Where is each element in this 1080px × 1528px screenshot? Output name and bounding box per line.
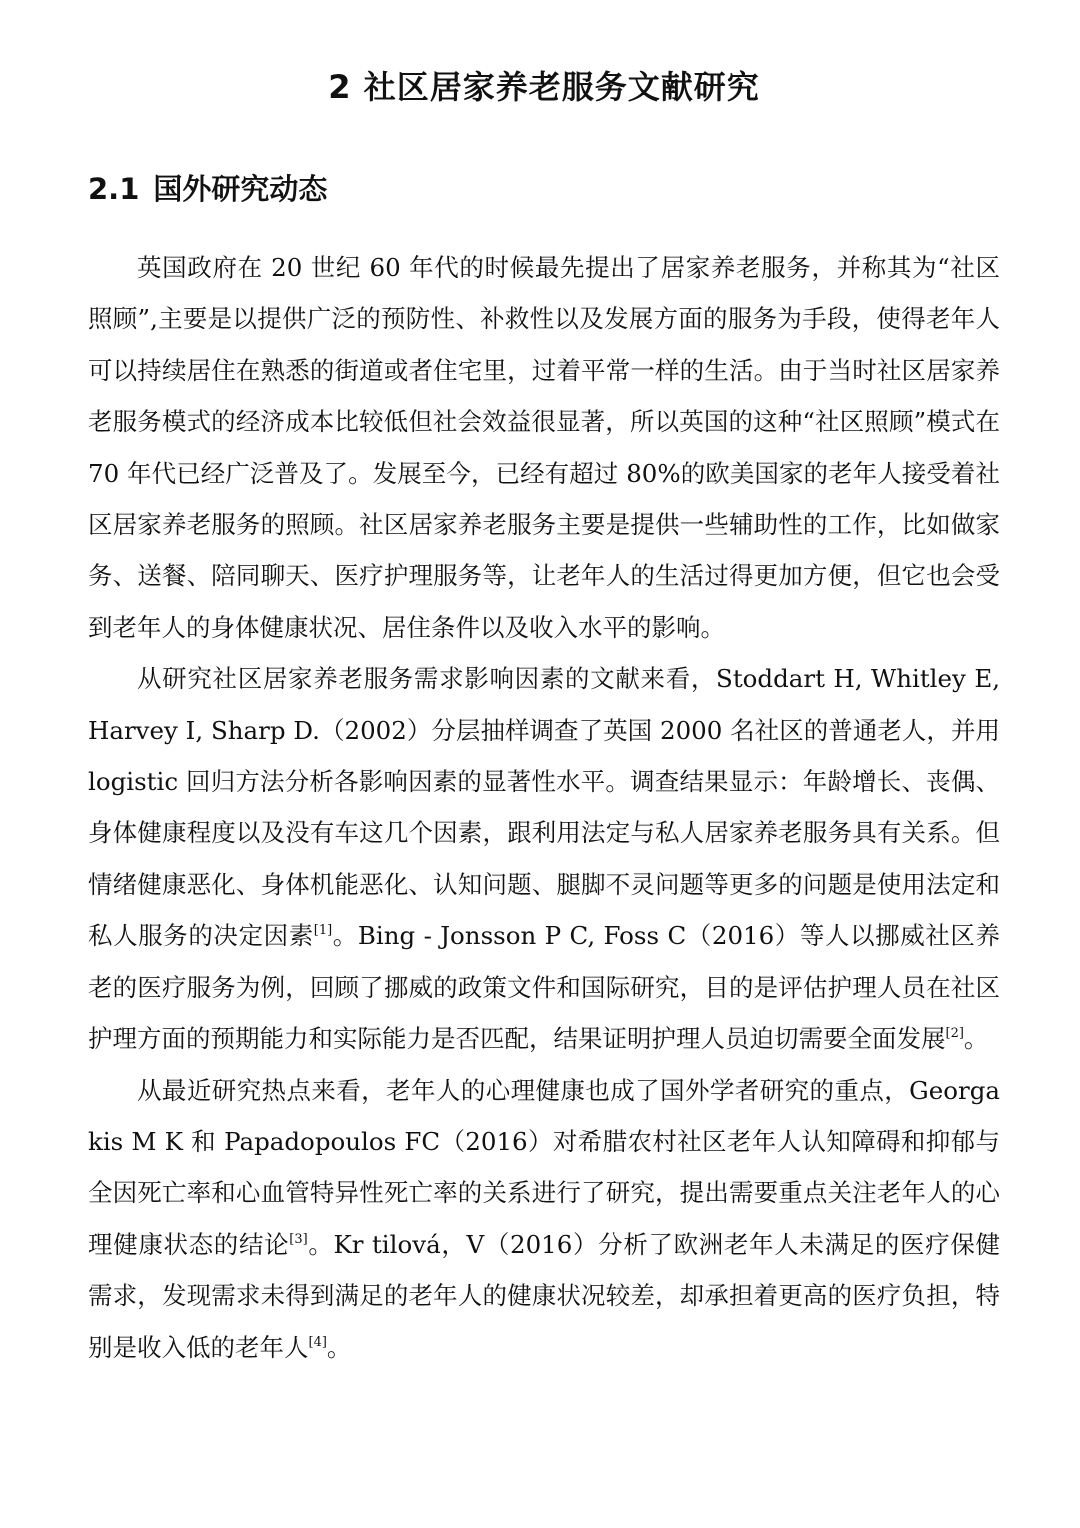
paragraph-3-text-b: 。Kr tilová，V（2016）分析了欧洲老年人未满足的医疗保健需求，发现需求未得到满足的老年人的健康状况较差，却承担着更高的医疗负担，特别是收入低的老年人: [88, 1229, 1001, 1362]
paragraph-1-text: 英国政府在 20 世纪 60 年代的时候最先提出了居家养老服务，并称其为“社区照顾”,主要是以提供广泛的预防性、补救性以及发展方面的服务为手段，使得老年人可以持续居住在熟悉的街道或者住宅里，过着平常一样的生活。由于当时社区居家养老服务模式的经济成本比较低但社会效益很显著，所以英国的这种“社区照顾”模式在 70 年代已经广泛普及了。发展至今，已经有超过 80%的欧美国家的老年人接受着社区居家养老服务的照顾。社区居家养老服务主要是提供一些辅助性的工作，比如做家务、送餐、陪同聊天、医疗护理服务等，让老年人的生活过得更加方便，但它也会受到老年人的身体健康状况、居住条件以及收入水平的影响。: [88, 253, 1000, 642]
citation-ref-3: [3]: [289, 1231, 308, 1247]
paragraph-2-text-a: 从研究社区居家养老服务需求影响因素的文献来看，Stoddart H, Whitley E, Harvey I, Sharp D.（2002）分层抽样调查了英国 2000 名社区的普通老人，并用 logistic 回归方法分析各影响因素的显著性水平。调查结果显示：年龄增长、丧偶、身体健康程度以及没有车这几个因素，跟利用法定与私人居家养老服务具有关系。但情绪健康恶化、身体机能恶化、认知问题、腿脚不灵问题等更多的问题是使用法定和私人服务的决定因素: [88, 664, 1000, 951]
section-title: 国外研究动态: [153, 172, 328, 206]
section-number: 2.1: [88, 172, 140, 206]
citation-ref-1: [1]: [313, 923, 333, 939]
section-heading: [88, 166, 327, 212]
body-text: [88, 242, 1000, 1373]
paragraph-1: [88, 242, 1000, 653]
paragraph-2-text-c: 。: [963, 1024, 989, 1054]
paragraph-3-text-c: 。: [326, 1332, 352, 1362]
paragraph-3-text-a: 从最近研究热点来看，老年人的心理健康也成了国外学者研究的重点，Georgakis M K 和 Papadopoulos FC（2016）对希腊农村社区老年人认知障碍和抑郁与全因死亡率和心血管特异性死亡率的关系进行了研究，提出需要重点关注老年人的心理健康状态的结论: [88, 1075, 1000, 1259]
paragraph-3: [88, 1065, 1000, 1373]
paragraph-2-text-b: 。Bing - Jonsson P C, Foss C（2016）等人以挪威社区养老的医疗服务为例，回顾了挪威的政策文件和国际研究，目的是评估护理人员在社区护理方面的预期能力和实际能力是否匹配，结果证明护理人员迫切需要全面发展: [88, 921, 1001, 1054]
citation-ref-4: [4]: [308, 1334, 327, 1350]
citation-ref-2: [2]: [945, 1026, 964, 1042]
paragraph-2: [88, 653, 1000, 1064]
chapter-title: 2 社区居家养老服务文献研究: [328, 68, 760, 106]
